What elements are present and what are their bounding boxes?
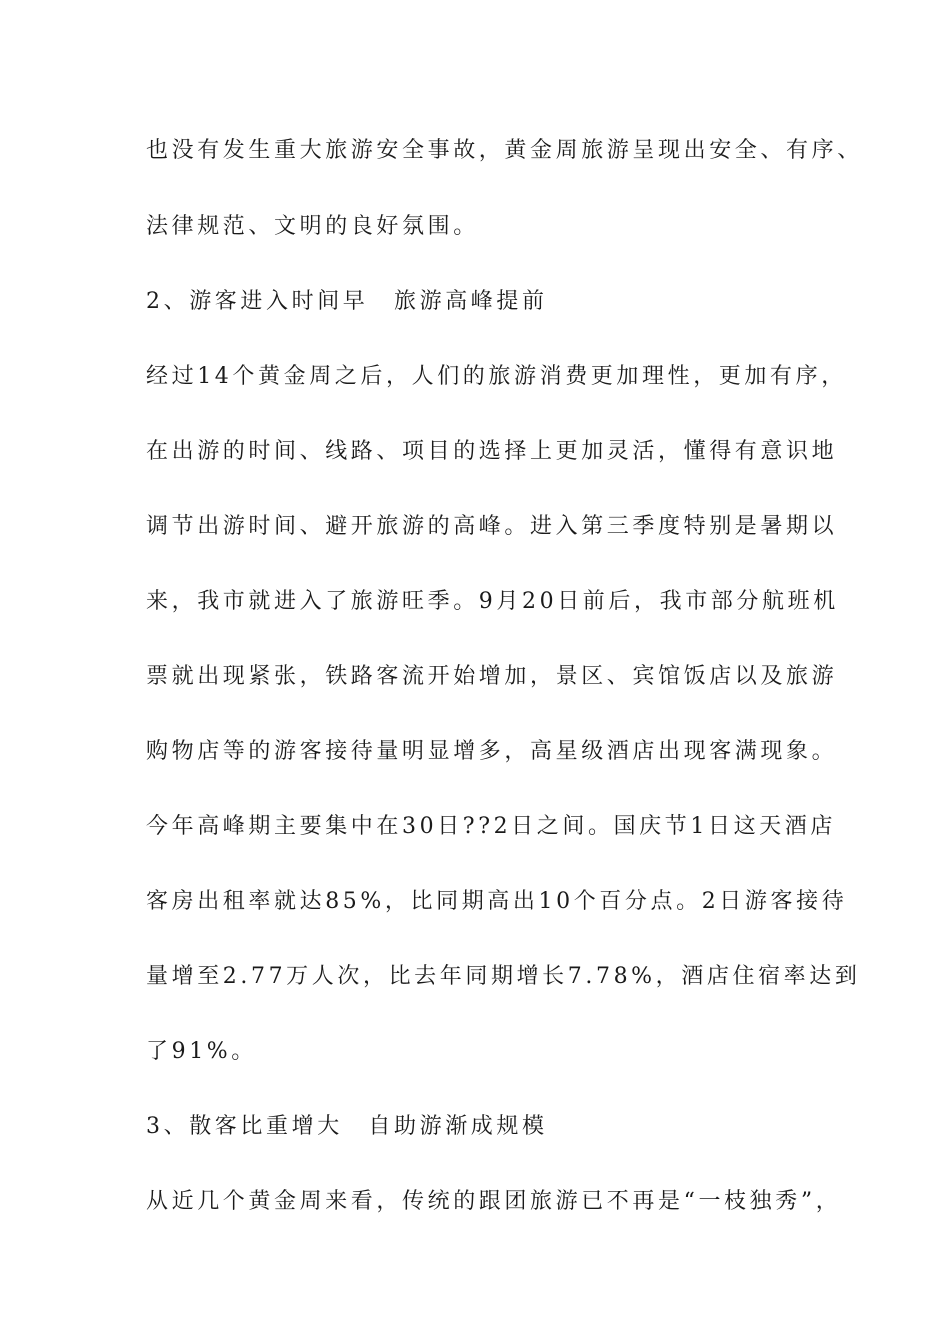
paragraph-line: 在出游的时间、线路、项目的选择上更加灵活，懂得有意识地 (146, 439, 838, 464)
paragraph-line: 从近几个黄金周来看，传统的跟团旅游已不再是“一枝独秀”， (146, 1189, 842, 1214)
paragraph-line: 购物店等的游客接待量明显增多，高星级酒店出现客满现象。 (146, 739, 838, 764)
paragraph-line: 今年高峰期主要集中在30日??2日之间。国庆节1日这天酒店 (146, 814, 836, 839)
paragraph-line: 量增至2.77万人次，比去年同期增长7.78%，酒店住宿率达到 (146, 964, 861, 989)
paragraph-line: 法律规范、文明的良好氛围。 (146, 214, 479, 239)
section-heading: 3、散客比重增大 自助游渐成规模 (146, 1114, 548, 1139)
paragraph-line: 调节出游时间、避开旅游的高峰。进入第三季度特别是暑期以 (146, 514, 838, 539)
paragraph-line: 经过14个黄金周之后，人们的旅游消费更加理性，更加有序， (146, 364, 847, 389)
paragraph-line: 了91%。 (146, 1039, 257, 1064)
paragraph-line: 也没有发生重大旅游安全事故，黄金周旅游呈现出安全、有序、 (146, 138, 863, 163)
paragraph-line: 票就出现紧张，铁路客流开始增加，景区、宾馆饭店以及旅游 (146, 664, 838, 689)
section-heading: 2、游客进入时间早 旅游高峰提前 (146, 289, 548, 314)
paragraph-line: 来，我市就进入了旅游旺季。9月20日前后，我市部分航班机 (146, 589, 839, 614)
paragraph-line: 客房出租率就达85%，比同期高出10个百分点。2日游客接待 (146, 889, 848, 914)
